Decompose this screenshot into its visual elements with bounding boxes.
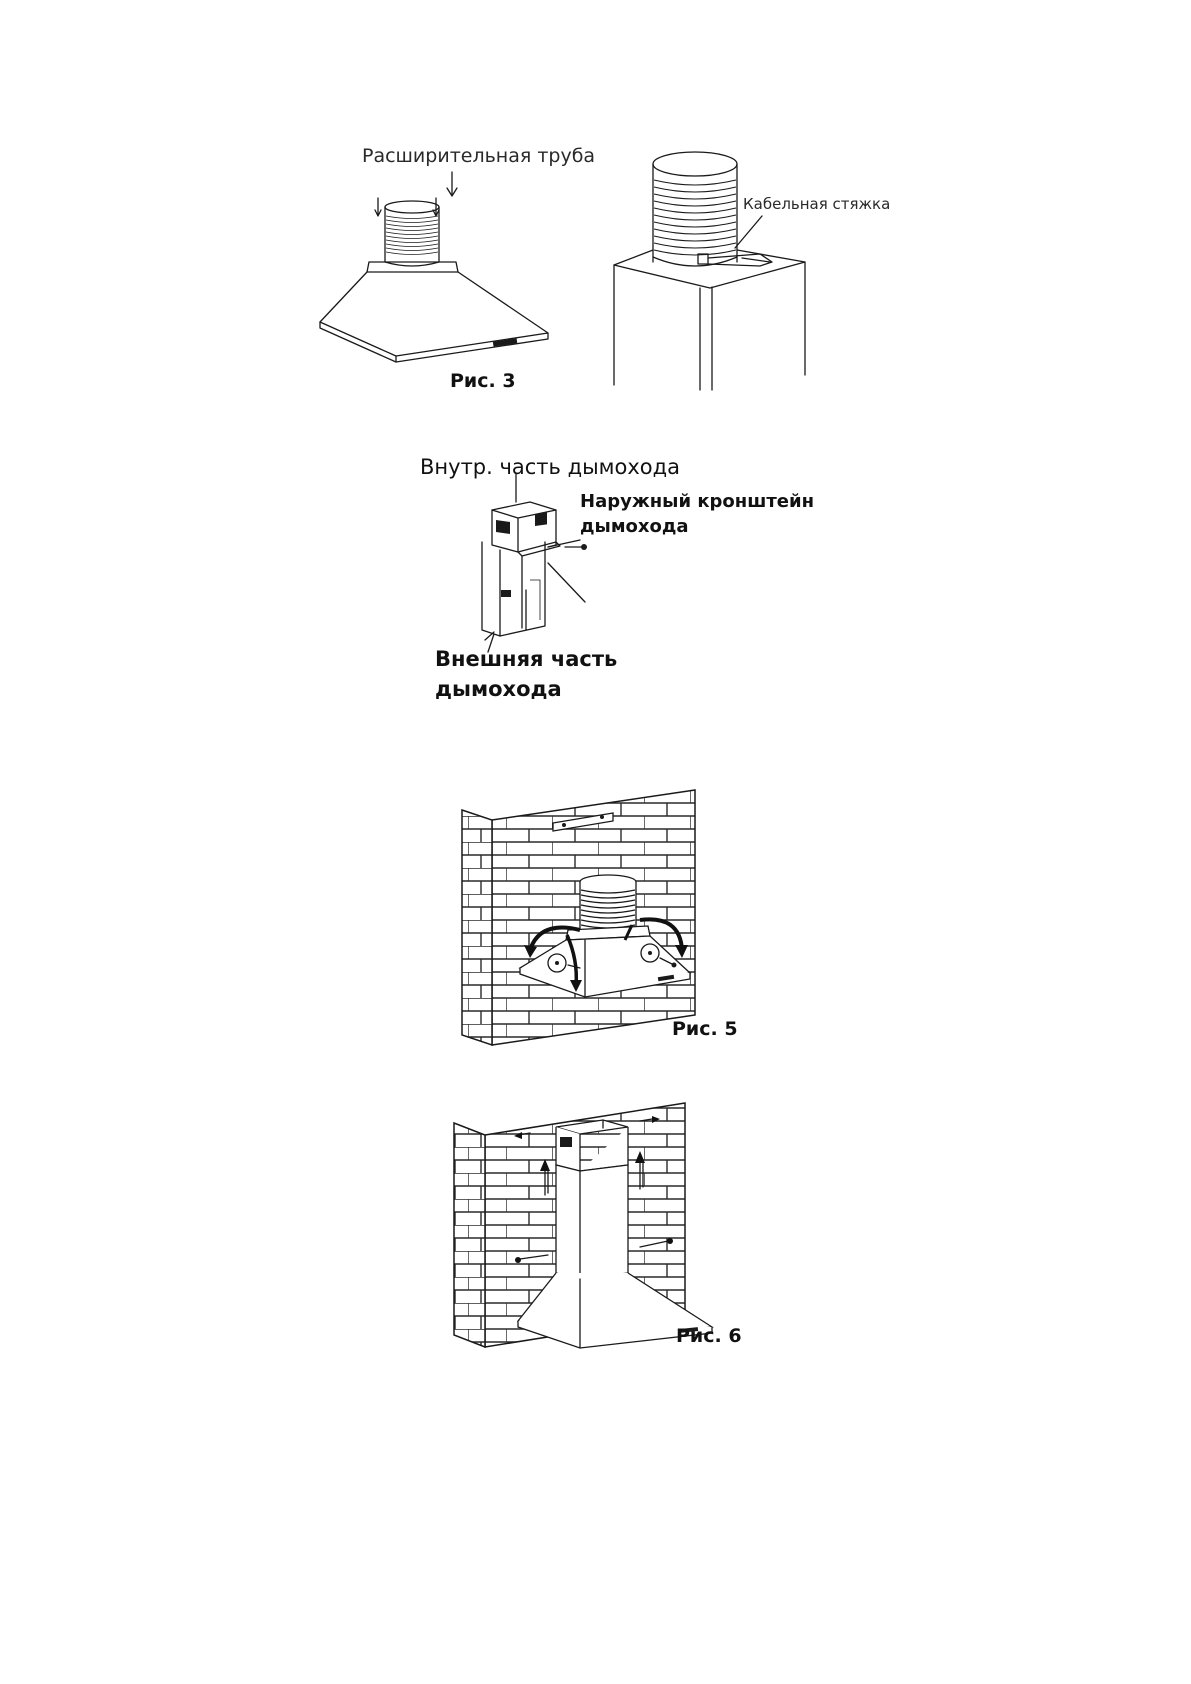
figure-6 bbox=[0, 1095, 1191, 1360]
label-inner-chimney: Внутр. часть дымохода bbox=[420, 455, 681, 479]
label-outer-bracket-line1: Наружный кронштейн bbox=[580, 491, 815, 512]
label-expansion-pipe: Расширительная труба bbox=[362, 145, 596, 167]
figure-5 bbox=[0, 790, 1191, 1060]
caption-fig-3: Рис. 3 bbox=[450, 370, 516, 392]
final-assembly-illustration bbox=[0, 1095, 1191, 1360]
caption-fig-5: Рис. 5 bbox=[672, 1018, 738, 1040]
label-outer-bracket-line2: дымохода bbox=[580, 516, 689, 537]
caption-fig-6: Рис. 6 bbox=[676, 1325, 742, 1347]
figure-4 bbox=[0, 430, 1191, 720]
pipe-cable-tie-illustration bbox=[0, 0, 1191, 400]
label-cable-tie: Кабельная стяжка bbox=[743, 195, 891, 213]
label-outer-chimney-line1: Внешняя часть bbox=[435, 647, 618, 671]
chimney-parts-illustration bbox=[0, 430, 1191, 720]
label-outer-chimney-line2: дымохода bbox=[435, 677, 562, 701]
figure-3 bbox=[0, 0, 1191, 400]
hood-wall-mount-illustration bbox=[0, 790, 1191, 1060]
